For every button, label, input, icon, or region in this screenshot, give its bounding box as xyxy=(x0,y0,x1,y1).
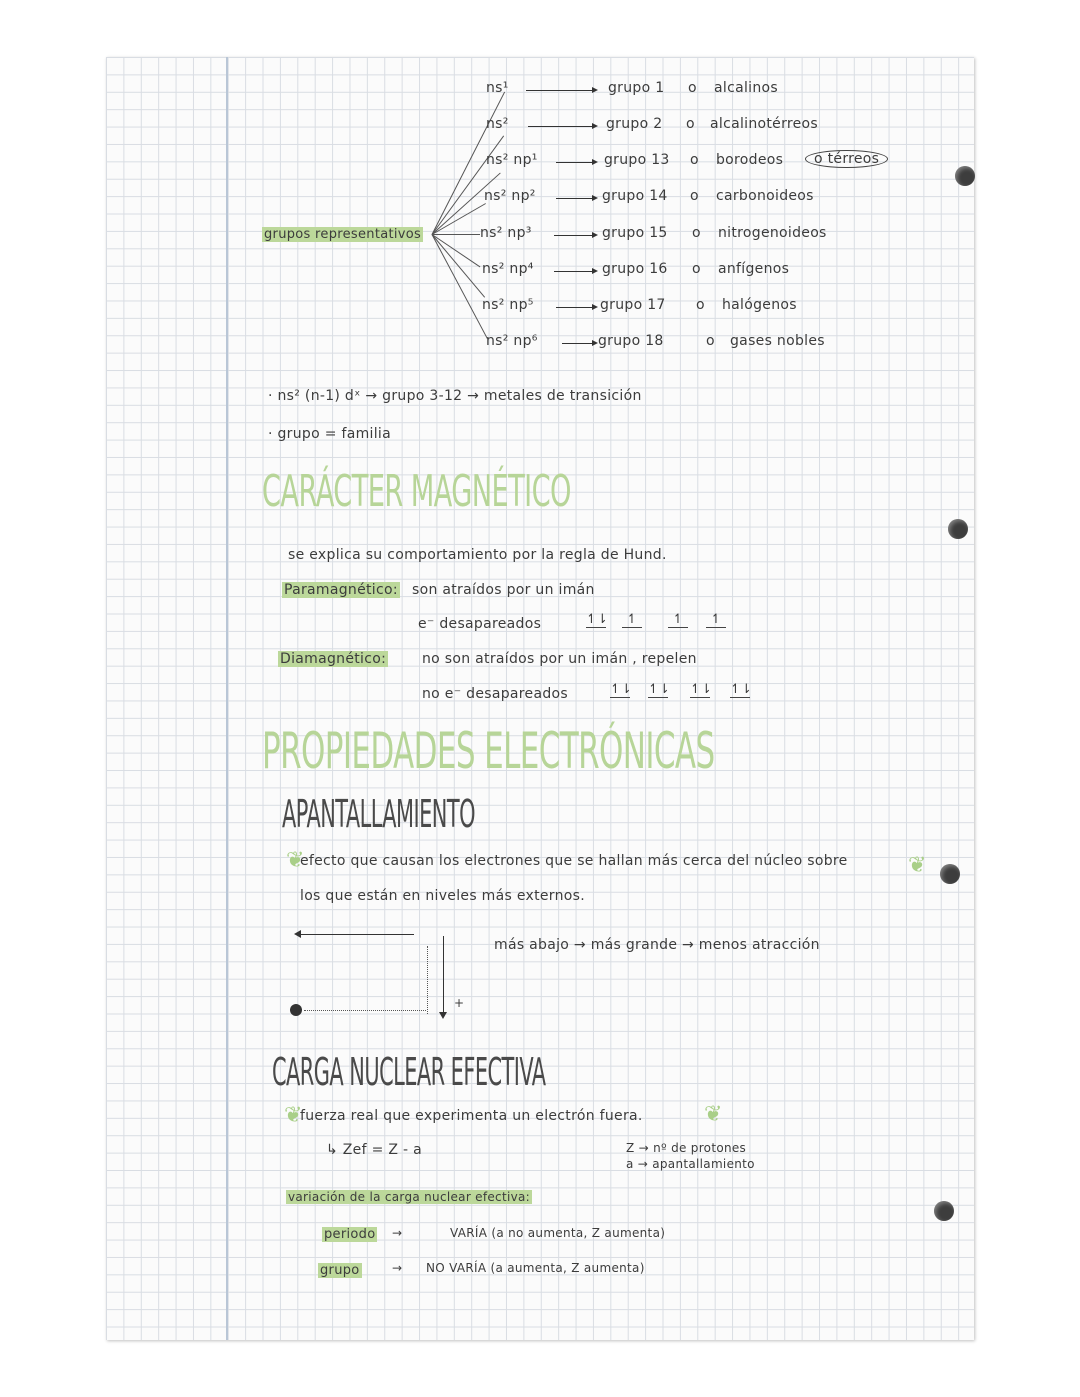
leaf-icon: ❦ xyxy=(704,1102,723,1127)
diamagnetic-text: no son atraídos por un imán , repelen xyxy=(422,651,697,667)
dotted-line xyxy=(304,1010,426,1011)
paramagnetic-label: Paramagnético: xyxy=(284,582,398,598)
group-cell: grupo 14 xyxy=(602,188,668,204)
config-cell: ns² np⁴ xyxy=(482,261,534,277)
shielding-line2: los que están en niveles más externos. xyxy=(300,888,585,904)
group-cell: grupo 13 xyxy=(604,152,670,168)
down-arrow-icon xyxy=(439,1012,447,1019)
bullet: o xyxy=(692,225,701,241)
formula-legend-a: a → apantallamiento xyxy=(626,1157,755,1171)
binder-hole xyxy=(948,519,968,539)
config-cell: ns² np² xyxy=(484,188,536,204)
group-cell: grupo 1 xyxy=(608,80,665,96)
paramagnetic-sub: e⁻ desapareados xyxy=(418,616,542,632)
groups-label: grupos representativos xyxy=(264,227,422,242)
orbital-box: ↿⇂ xyxy=(648,682,670,697)
leaf-icon: ❦ xyxy=(908,853,927,878)
arrow xyxy=(554,235,596,236)
shielding-title: APANTALLAMIENTO xyxy=(282,792,476,836)
family-name: borodeos xyxy=(716,152,784,168)
config-cell: ns¹ xyxy=(486,80,509,96)
arrow xyxy=(556,162,596,163)
leaf-icon: ❦ xyxy=(284,1103,303,1128)
group-cell: grupo 2 xyxy=(606,116,663,132)
config-cell: ns² xyxy=(486,116,509,132)
plus-sign: + xyxy=(454,996,465,1010)
orbital-box: ↿⇂ xyxy=(610,682,632,697)
electronic-title: PROPIEDADES ELECTRÓNICAS xyxy=(262,722,715,780)
arrow xyxy=(556,307,596,308)
config-cell: ns² np³ xyxy=(480,225,532,241)
bullet: o xyxy=(686,116,695,132)
group-cell: grupo 15 xyxy=(602,225,668,241)
orbital-box: ↿⇂ xyxy=(690,682,712,697)
magnetic-title: CARÁCTER MAGNÉTICO xyxy=(262,466,571,517)
bullet: o xyxy=(706,333,715,349)
leaf-icon: ❦ xyxy=(286,848,305,873)
left-arrow-icon xyxy=(294,930,301,938)
diamagnetic-label: Diamagnético: xyxy=(280,651,387,667)
period-text: VARÍA (a no aumenta, Z aumenta) xyxy=(450,1226,666,1240)
config-cell: ns² np⁵ xyxy=(482,297,534,313)
arrow xyxy=(562,343,596,344)
arrow xyxy=(526,90,596,91)
group-cell: grupo 18 xyxy=(598,333,664,349)
bullet: o xyxy=(690,152,699,168)
alt-family-name: o térreos xyxy=(805,150,888,168)
group-cell: grupo 17 xyxy=(600,297,666,313)
orbital-box: ↿⇂ xyxy=(730,682,752,697)
margin-line xyxy=(226,57,228,1340)
orbital-box: ↿ xyxy=(622,612,642,628)
orbital-box: ↿ xyxy=(668,612,688,628)
config-cell: ns² np⁶ xyxy=(486,333,538,349)
bullet: o xyxy=(692,261,701,277)
bracket-line xyxy=(432,234,480,235)
transition-note: · ns² (n-1) dˣ → grupo 3-12 → metales de transición xyxy=(268,388,642,404)
group-text: NO VARÍA (a aumenta, Z aumenta) xyxy=(426,1261,645,1275)
period-label: periodo xyxy=(324,1227,376,1242)
bullet: o xyxy=(688,80,697,96)
down-arrow-line xyxy=(443,936,444,1014)
effective-formula: ↳ Zef = Z - a xyxy=(326,1142,422,1158)
family-name: alcalinos xyxy=(714,80,778,96)
left-arrow-line xyxy=(296,934,414,935)
family-note: · grupo = familia xyxy=(268,426,391,442)
binder-hole xyxy=(955,166,975,186)
paramagnetic-text: son atraídos por un imán xyxy=(412,582,595,598)
group-cell: grupo 16 xyxy=(602,261,668,277)
config-cell: ns² np¹ xyxy=(486,152,538,168)
nucleus-dot xyxy=(290,1004,302,1016)
bullet: o xyxy=(696,297,705,313)
family-name: anfígenos xyxy=(718,261,790,277)
arrow-icon: → xyxy=(392,1261,403,1275)
formula-legend-z: Z → nº de protones xyxy=(626,1141,747,1155)
bullet: o xyxy=(690,188,699,204)
dotted-line xyxy=(427,946,428,1014)
arrow xyxy=(528,126,596,127)
group-label: grupo xyxy=(320,1263,360,1278)
family-name: alcalinotérreos xyxy=(710,116,818,132)
effective-definition: fuerza real que experimenta un electrón fuera. xyxy=(300,1108,643,1124)
arrow xyxy=(554,271,596,272)
family-name: carbonoideos xyxy=(716,188,814,204)
shielding-rule: más abajo → más grande → menos atracción xyxy=(494,937,820,953)
family-name: gases nobles xyxy=(730,333,825,349)
effective-charge-title: CARGA NUCLEAR EFECTIVA xyxy=(272,1050,546,1094)
magnetic-intro: se explica su comportamiento por la regla de Hund. xyxy=(288,547,667,563)
orbital-box: ↿⇂ xyxy=(586,612,608,627)
arrow xyxy=(556,198,596,199)
arrow-icon: → xyxy=(392,1226,403,1240)
binder-hole xyxy=(934,1201,954,1221)
family-name: halógenos xyxy=(722,297,797,313)
binder-hole xyxy=(940,864,960,884)
family-name: nitrogenoideos xyxy=(718,225,827,241)
diamagnetic-sub: no e⁻ desapareados xyxy=(422,686,568,702)
variation-heading: variación de la carga nuclear efectiva: xyxy=(288,1190,530,1204)
orbital-box: ↿ xyxy=(706,612,726,628)
shielding-line1: efecto que causan los electrones que se hallan más cerca del núcleo sobre xyxy=(300,853,848,869)
